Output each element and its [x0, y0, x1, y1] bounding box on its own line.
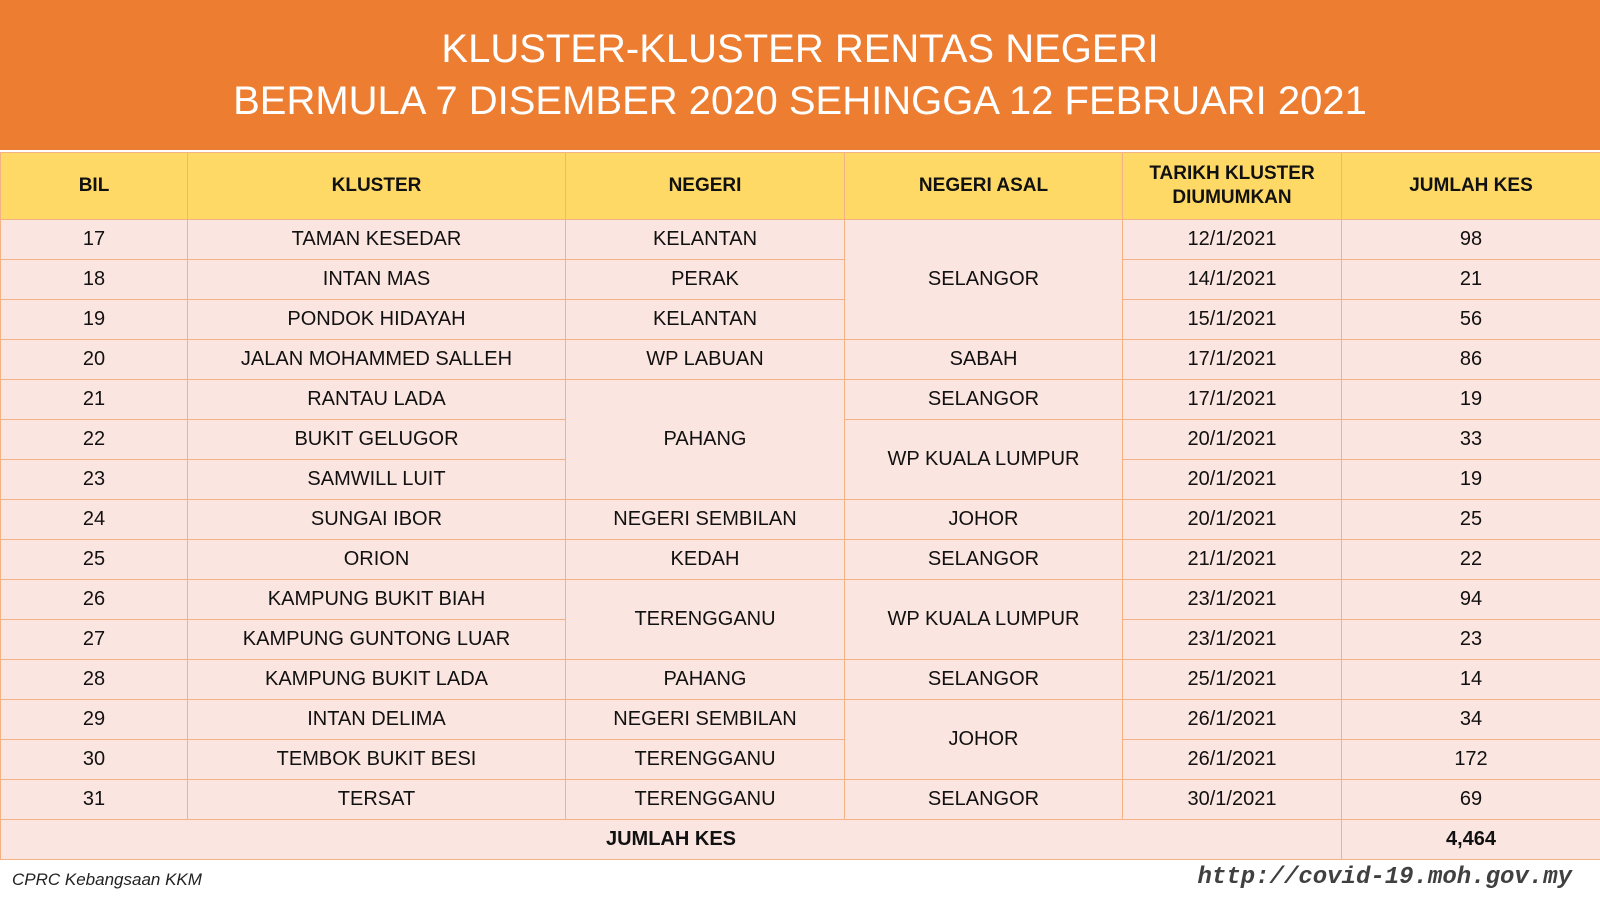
cell-jumlah: 14	[1342, 660, 1600, 700]
total-label: JUMLAH KES	[1, 820, 1342, 860]
cell-negeri: KELANTAN	[566, 300, 845, 340]
cell-negeri: PAHANG	[566, 380, 845, 500]
cell-negeri-asal: SELANGOR	[845, 780, 1123, 820]
cell-bil: 20	[1, 340, 188, 380]
table-header-row	[1, 153, 1600, 220]
cell-bil: 29	[1, 700, 188, 740]
table-row	[1, 500, 1600, 540]
cell-tarikh: 23/1/2021	[1123, 580, 1342, 620]
cell-bil: 21	[1, 380, 188, 420]
cell-kluster: PONDOK HIDAYAH	[188, 300, 566, 340]
cell-negeri: PAHANG	[566, 660, 845, 700]
cell-negeri-asal: WP KUALA LUMPUR	[845, 420, 1123, 500]
total-row	[1, 820, 1600, 860]
cell-tarikh: 21/1/2021	[1123, 540, 1342, 580]
table-row	[1, 580, 1600, 620]
column-header-jumlah-kes: JUMLAH KES	[1342, 153, 1600, 220]
cell-kluster: INTAN MAS	[188, 260, 566, 300]
cell-jumlah: 98	[1342, 220, 1600, 260]
table-row	[1, 740, 1600, 780]
cell-kluster: KAMPUNG BUKIT LADA	[188, 660, 566, 700]
table-row	[1, 700, 1600, 740]
cell-negeri: TERENGGANU	[566, 740, 845, 780]
cell-bil: 23	[1, 460, 188, 500]
cell-jumlah: 56	[1342, 300, 1600, 340]
cell-kluster: TEMBOK BUKIT BESI	[188, 740, 566, 780]
cell-jumlah: 34	[1342, 700, 1600, 740]
cell-kluster: KAMPUNG BUKIT BIAH	[188, 580, 566, 620]
cell-negeri: TERENGGANU	[566, 580, 845, 660]
cell-negeri-asal: SELANGOR	[845, 220, 1123, 340]
column-header-bil: BIL	[1, 153, 188, 220]
table-row	[1, 220, 1600, 260]
cell-jumlah: 21	[1342, 260, 1600, 300]
cell-bil: 25	[1, 540, 188, 580]
column-header-negeri-asal: NEGERI ASAL	[845, 153, 1123, 220]
total-value: 4,464	[1342, 820, 1600, 860]
source-credit: CPRC Kebangsaan KKM	[12, 870, 202, 889]
cell-negeri-asal: JOHOR	[845, 700, 1123, 780]
website-url: http://covid-19.moh.gov.my	[1197, 864, 1572, 891]
cell-bil: 31	[1, 780, 188, 820]
cell-jumlah: 19	[1342, 380, 1600, 420]
cell-negeri-asal: WP KUALA LUMPUR	[845, 580, 1123, 660]
cell-negeri: KEDAH	[566, 540, 845, 580]
cell-kluster: RANTAU LADA	[188, 380, 566, 420]
cell-tarikh: 23/1/2021	[1123, 620, 1342, 660]
cell-tarikh: 20/1/2021	[1123, 460, 1342, 500]
cell-bil: 27	[1, 620, 188, 660]
cell-negeri-asal: JOHOR	[845, 500, 1123, 540]
cell-jumlah: 33	[1342, 420, 1600, 460]
cell-tarikh: 12/1/2021	[1123, 220, 1342, 260]
table-row	[1, 340, 1600, 380]
cell-tarikh: 30/1/2021	[1123, 780, 1342, 820]
cell-kluster: INTAN DELIMA	[188, 700, 566, 740]
title-banner	[0, 0, 1600, 150]
cell-bil: 26	[1, 580, 188, 620]
column-header-kluster: KLUSTER	[188, 153, 566, 220]
cell-negeri-asal: SABAH	[845, 340, 1123, 380]
cell-tarikh: 25/1/2021	[1123, 660, 1342, 700]
cell-bil: 22	[1, 420, 188, 460]
cell-bil: 17	[1, 220, 188, 260]
cell-kluster: SAMWILL LUIT	[188, 460, 566, 500]
table-row	[1, 660, 1600, 700]
cell-bil: 24	[1, 500, 188, 540]
cell-tarikh: 20/1/2021	[1123, 420, 1342, 460]
cell-negeri: NEGERI SEMBILAN	[566, 700, 845, 740]
cell-kluster: TERSAT	[188, 780, 566, 820]
cell-jumlah: 19	[1342, 460, 1600, 500]
cell-jumlah: 86	[1342, 340, 1600, 380]
cell-tarikh: 17/1/2021	[1123, 340, 1342, 380]
cell-tarikh: 15/1/2021	[1123, 300, 1342, 340]
cell-kluster: SUNGAI IBOR	[188, 500, 566, 540]
cell-tarikh: 20/1/2021	[1123, 500, 1342, 540]
cell-bil: 18	[1, 260, 188, 300]
cell-kluster: BUKIT GELUGOR	[188, 420, 566, 460]
table-row	[1, 540, 1600, 580]
cell-jumlah: 69	[1342, 780, 1600, 820]
column-header-tarikh-line1: TARIKH KLUSTER	[1149, 163, 1315, 184]
cell-bil: 19	[1, 300, 188, 340]
table-row	[1, 300, 1600, 340]
column-header-tarikh	[1123, 153, 1342, 220]
cell-kluster: TAMAN KESEDAR	[188, 220, 566, 260]
cell-negeri-asal: SELANGOR	[845, 380, 1123, 420]
page-title: KLUSTER-KLUSTER RENTAS NEGERI	[441, 27, 1159, 71]
cell-negeri: NEGERI SEMBILAN	[566, 500, 845, 540]
table-row	[1, 260, 1600, 300]
column-header-negeri: NEGERI	[566, 153, 845, 220]
cell-kluster: JALAN MOHAMMED SALLEH	[188, 340, 566, 380]
cell-bil: 28	[1, 660, 188, 700]
cell-tarikh: 26/1/2021	[1123, 700, 1342, 740]
cell-kluster: KAMPUNG GUNTONG LUAR	[188, 620, 566, 660]
cell-negeri: TERENGGANU	[566, 780, 845, 820]
table-row	[1, 780, 1600, 820]
cell-tarikh: 17/1/2021	[1123, 380, 1342, 420]
cell-jumlah: 23	[1342, 620, 1600, 660]
cell-negeri-asal: SELANGOR	[845, 660, 1123, 700]
page-subtitle: BERMULA 7 DISEMBER 2020 SEHINGGA 12 FEBRUARI 2021	[233, 79, 1367, 123]
cell-jumlah: 172	[1342, 740, 1600, 780]
cell-jumlah: 25	[1342, 500, 1600, 540]
column-header-tarikh-line2: DIUMUMKAN	[1172, 187, 1292, 208]
cell-jumlah: 22	[1342, 540, 1600, 580]
cell-negeri-asal: SELANGOR	[845, 540, 1123, 580]
cell-kluster: ORION	[188, 540, 566, 580]
cell-tarikh: 14/1/2021	[1123, 260, 1342, 300]
cell-negeri: KELANTAN	[566, 220, 845, 260]
cluster-table	[0, 152, 1600, 860]
cell-negeri: PERAK	[566, 260, 845, 300]
cell-bil: 30	[1, 740, 188, 780]
cell-tarikh: 26/1/2021	[1123, 740, 1342, 780]
cell-negeri: WP LABUAN	[566, 340, 845, 380]
cell-jumlah: 94	[1342, 580, 1600, 620]
table-row	[1, 380, 1600, 420]
